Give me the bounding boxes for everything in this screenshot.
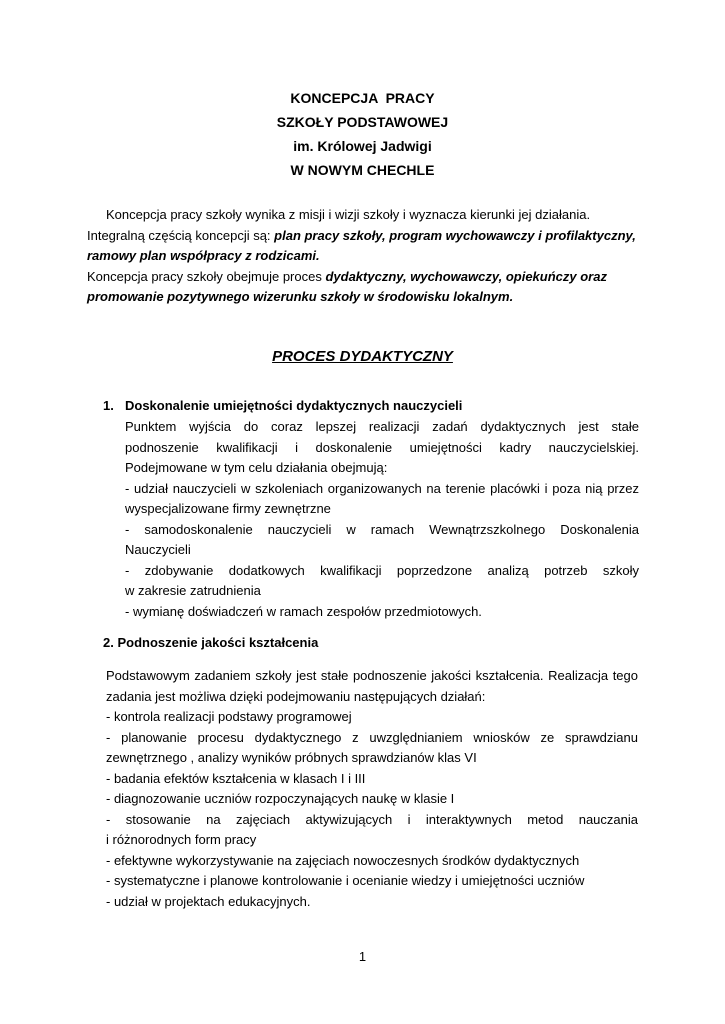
section-1-line: - wymianę doświadczeń w ramach zespołów przedmiotowych. (125, 603, 482, 619)
section-1-line: - zdobywanie dodatkowych kwalifikacji poprzedzone analizą potrzeb szkoły (125, 562, 639, 578)
section-1-body (125, 417, 639, 622)
section-1-number: 1. (103, 398, 114, 413)
intro-text-2 (87, 226, 647, 267)
section-2-line: - udział w projektach edukacyjnych. (106, 893, 311, 909)
section-2-line: i różnorodnych form pracy (106, 832, 257, 847)
page-number: 1 (358, 949, 367, 964)
title-line-1: KONCEPCJA PRACY (290, 90, 435, 106)
section-2-line: zadania jest możliwa dzięki podejmowaniu następujących działań: (106, 688, 486, 704)
title-line-3: im. Królowej Jadwigi (293, 138, 432, 154)
section-2-heading: 2. Podnoszenie jakości kształcenia (103, 635, 319, 650)
intro-text-3-prefix: Koncepcja pracy szkoły obejmuje proces (87, 268, 326, 284)
section-1-line: Nauczycieli (125, 542, 191, 557)
section-1-line: Punktem wyjścia do coraz lepszej realizacji zadań dydaktycznych jest stałe (125, 419, 639, 434)
intro-text-3-emphasis: dydaktyczny, wychowawczy, opiekuńczy oraz promowanie pozytywnego wizerunku szkoły w środowisku lokalnym. (87, 268, 607, 304)
section-2-line: - diagnozowanie uczniów rozpoczynających naukę w klasie I (106, 791, 455, 806)
intro-text-2-emphasis: plan pracy szkoły, program wychowawczy i profilaktyczny, ramowy plan współpracy z rodzicami. (87, 227, 636, 263)
section-1-heading: Doskonalenie umiejętności dydaktycznych nauczycieli (125, 398, 463, 413)
section-2-line: zewnętrznego , analizy wyników próbnych sprawdzianów klas VI (106, 750, 477, 765)
intro-text-2-prefix: Integralną częścią koncepcji są: (87, 227, 275, 243)
intro-text-1: Koncepcja pracy szkoły wynika z misji i wizji szkoły i wyznacza kierunki jej działania. (106, 207, 591, 222)
title-line-2: SZKOŁY PODSTAWOWEJ (276, 114, 449, 130)
section-1-line: Podejmowane w tym celu działania obejmują: (125, 460, 388, 475)
section-2-line: - efektywne wykorzystywanie na zajęciach nowoczesnych środków dydaktycznych (106, 852, 580, 868)
section-2-line: - kontrola realizacji podstawy programowej (106, 709, 352, 724)
section-2-line: - badania efektów kształcenia w klasach I i III (106, 770, 366, 786)
section-1-line: w zakresie zatrudnienia (125, 583, 261, 598)
section-1-line: - udział nauczycieli w szkoleniach organizowanych na terenie placówki i poza nią przez (125, 480, 639, 496)
section-1-line: - samodoskonalenie nauczycieli w ramach Wewnątrzszkolnego Doskonalenia (125, 521, 639, 537)
document-title (0, 86, 725, 182)
section-1-line: podnoszenie kwalifikacji i doskonalenie umiejętności kadry nauczycielskiej. (125, 439, 639, 455)
section-title: PROCES DYDAKTYCZNY (272, 348, 453, 365)
section-2-line: - systematyczne i planowe kontrolowanie i ocenianie wiedzy i umiejętności uczniów (106, 873, 585, 888)
section-1-line: wyspecjalizowane firmy zewnętrzne (125, 501, 331, 516)
intro-paragraph (87, 205, 647, 308)
section-2-line: Podstawowym zadaniem szkoły jest stałe podnoszenie jakości kształcenia. Realizacja tego (106, 668, 638, 683)
intro-text-3 (87, 267, 647, 308)
section-2-line: - stosowanie na zajęciach aktywizujących i interaktywnych metod nauczania (106, 811, 638, 827)
title-line-4: W NOWYM CHECHLE (290, 162, 435, 178)
section-2-body (106, 666, 638, 912)
section-2-line: - planowanie procesu dydaktycznego z uwzględnianiem wniosków ze sprawdzianu (106, 729, 638, 745)
